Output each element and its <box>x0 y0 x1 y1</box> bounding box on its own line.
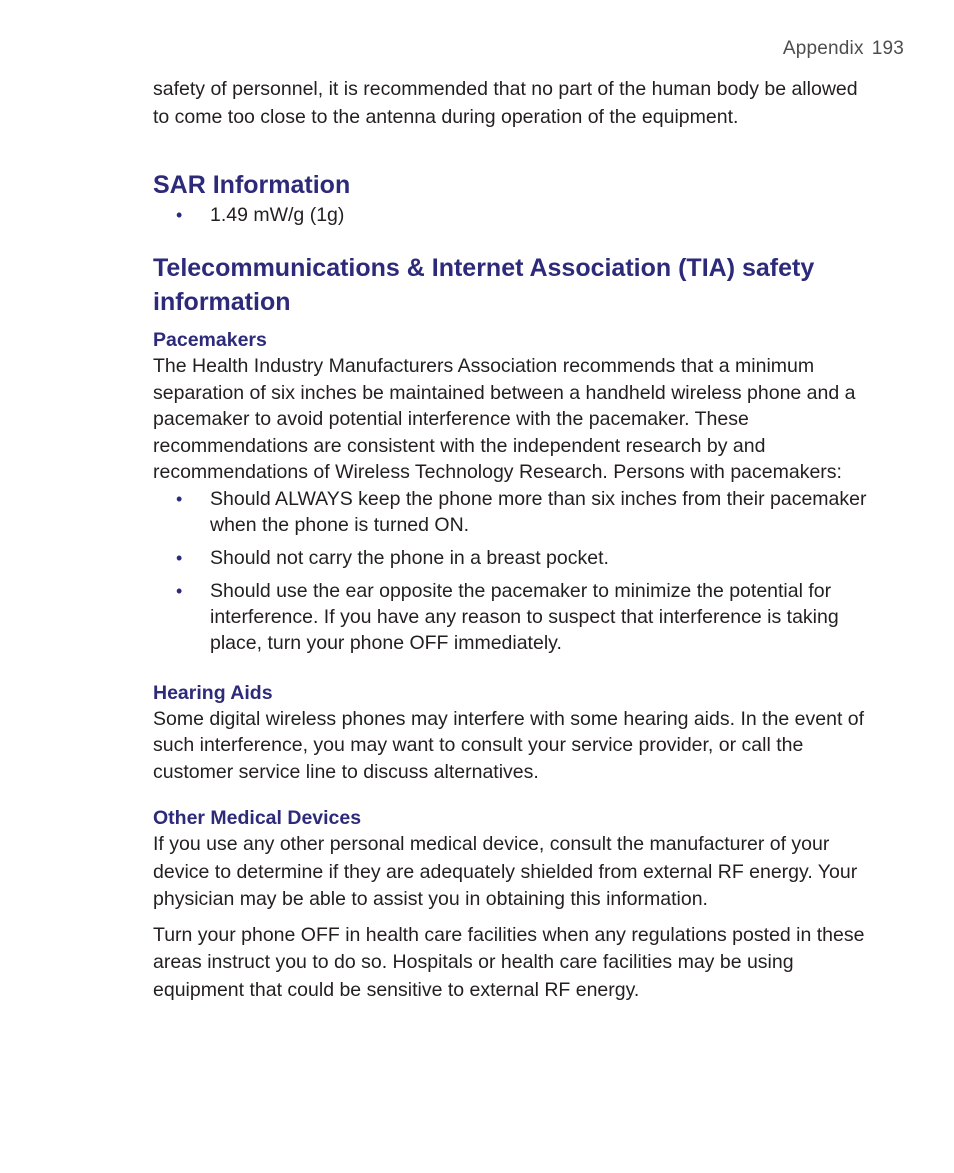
sar-value: 1.49 mW/g (1g) <box>210 204 345 226</box>
list-item-text: Should ALWAYS keep the phone more than six inches from their pacemaker when the phone is turned ON. <box>210 487 867 536</box>
list-item <box>153 202 878 228</box>
bullet-icon: • <box>176 205 183 225</box>
pacemakers-paragraph: The Health Industry Manufacturers Association recommends that a minimum separation of six inches be maintained between a handheld wireless phone and a pacemaker to avoid potential interference with the pacemaker. These recommendations are consistent with the independent research by and recommendations of Wireless Technology Research. Persons with pacemakers: <box>153 355 856 483</box>
health-care-facilities-paragraph: Turn your phone OFF in health care facilities when any regulations posted in these areas instruct you to do so. Hospitals or health care facilities may be using equipment that could be sensitive to external RF energy. <box>153 923 865 1001</box>
page-number: 193 <box>871 38 904 59</box>
list-item <box>153 578 878 656</box>
sar-information-heading: SAR Information <box>153 171 351 199</box>
pacemakers-heading: Pacemakers <box>153 329 267 351</box>
tia-safety-heading: Telecommunications & Internet Association (TIA) safety information <box>153 254 815 316</box>
other-medical-devices-paragraph: If you use any other personal medical device, consult the manufacturer of your device to determine if they are adequately shielded from external RF energy. Your physician may be able to assist you in obtaining this information. <box>153 833 858 910</box>
bullet-icon: • <box>176 547 183 568</box>
pacemaker-list <box>153 486 878 656</box>
sar-list <box>153 202 878 228</box>
list-item <box>153 486 878 538</box>
list-item-text: Should use the ear opposite the pacemaker to minimize the potential for interference. If you have any reason to suspect that interference is taking place, turn your phone OFF immediately. <box>210 579 839 654</box>
page-header <box>783 38 904 60</box>
list-item <box>153 545 878 571</box>
other-medical-devices-heading: Other Medical Devices <box>153 807 362 829</box>
bullet-icon: • <box>176 580 183 601</box>
page-content <box>153 76 878 1004</box>
list-item-text: Should not carry the phone in a breast pocket. <box>210 546 609 569</box>
hearing-aids-paragraph: Some digital wireless phones may interfere with some hearing aids. In the event of such interference, you may want to consult your service provider, or call the customer service line to discuss alternatives. <box>153 707 865 783</box>
section-label: Appendix <box>782 38 864 59</box>
bullet-icon: • <box>176 488 183 509</box>
hearing-aids-heading: Hearing Aids <box>153 681 273 704</box>
intro-continuation-paragraph: safety of personnel, it is recommended that no part of the human body be allowed to come too close to the antenna during operation of the equipment. <box>153 78 858 128</box>
